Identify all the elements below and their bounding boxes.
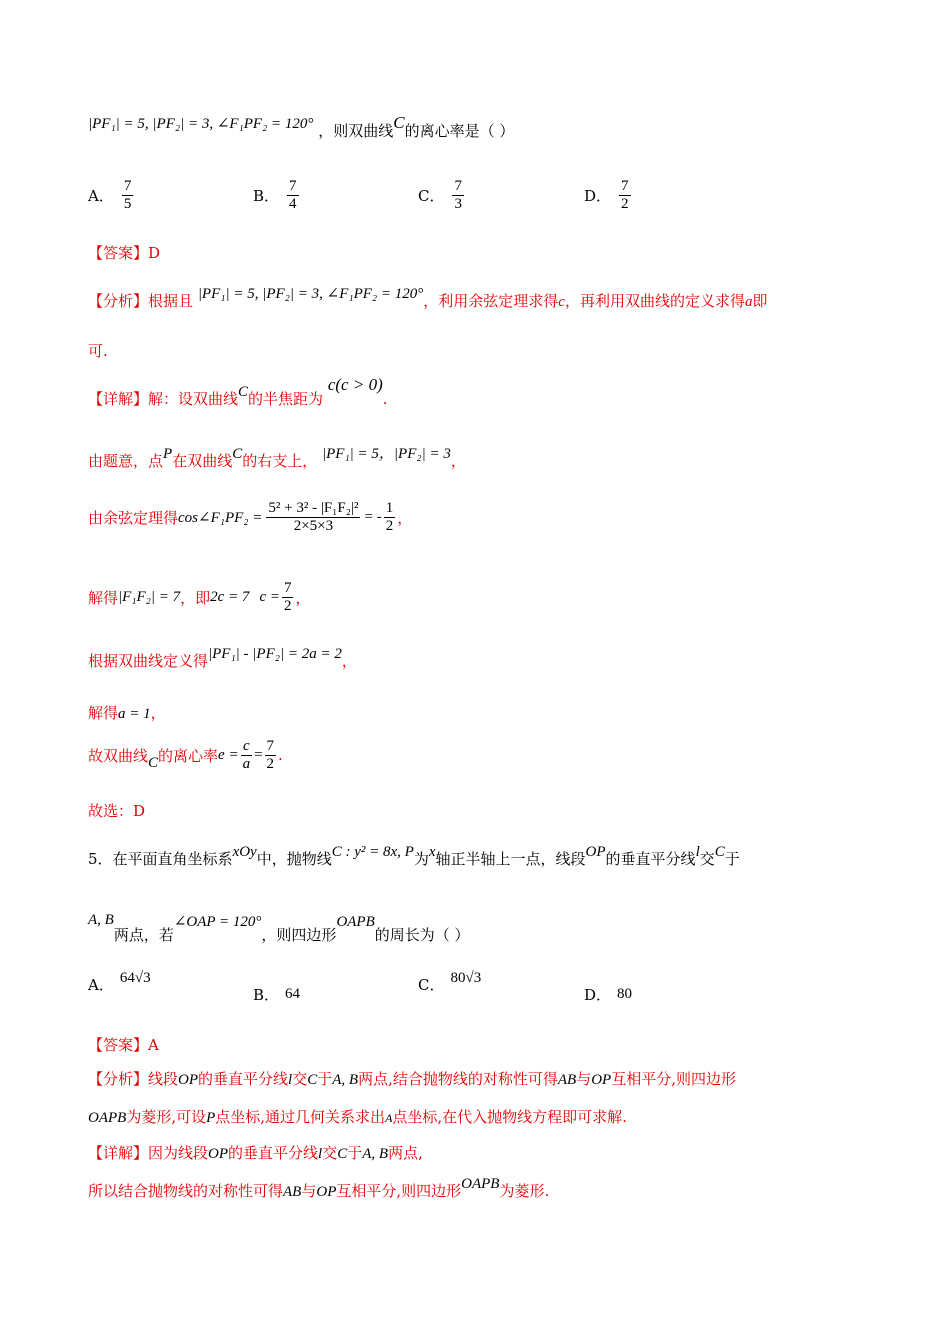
option-letter: A． <box>88 976 114 994</box>
q4-stem <box>88 113 880 141</box>
analysis-math: OAPB <box>88 1110 127 1126</box>
detail-text: 在双曲线 <box>172 452 233 470</box>
analysis-text: 点坐标,通过几何关系求出 <box>215 1108 386 1126</box>
q4-detail-2: 由题意，点P在双曲线C的右支上， |PF₁| = 5，|PF₂| = 3， <box>88 446 466 470</box>
analysis-math: AB <box>557 1072 577 1088</box>
q4-option-a[interactable] <box>88 178 135 212</box>
stem-math: ∠OAP = 120° <box>173 914 262 930</box>
stem-text: 两点，若 <box>113 926 174 944</box>
detail-math: |PF₁| - |PF₂| = 2a = 2 <box>208 646 342 662</box>
stem-text: 中，抛物线 <box>256 850 332 868</box>
detail-var-C: C <box>238 384 249 400</box>
detail-text: ，即 <box>180 588 211 607</box>
analysis-text: 的垂直平分线 <box>198 1070 289 1088</box>
q5-option-b[interactable] <box>253 984 300 1005</box>
detail-fraction: $\frac{\text{5² + 3² - |F₁F₂|²}}{2\times 5\times 3}$ <box>268 500 359 534</box>
detail-text: 的离心率 <box>158 746 219 765</box>
q5-stem <box>88 844 880 869</box>
q4-option-c[interactable] <box>418 178 466 212</box>
analysis-text: 与 <box>576 1070 592 1088</box>
analysis-text: 交 <box>292 1070 308 1088</box>
detail-fraction: $\frac{7}{2}$ <box>266 738 275 772</box>
analysis-math: A <box>385 1111 393 1125</box>
q4-stem-math: |PF₁| = 5, |PF₂| = 3, ∠F₁PF₂ = 120° <box>88 116 314 132</box>
q5-analysis-2 <box>88 1106 880 1127</box>
q5-stem-2 <box>88 912 880 945</box>
analysis-text: 根据且 <box>148 292 194 310</box>
detail-math-lhs: cos∠F₁PF₂ = <box>178 509 263 526</box>
q5-option-c[interactable] <box>418 970 482 995</box>
detail-math: C <box>337 1146 348 1162</box>
detail-math-rhs: = - <box>364 508 382 525</box>
detail-math: |F₁F₂| = 7 <box>118 588 181 605</box>
detail-math: OAPB <box>461 1176 500 1192</box>
analysis-text: 两点,结合抛物线的对称性可得 <box>358 1070 558 1088</box>
analysis-text: 线段 <box>148 1070 179 1088</box>
q4-detail-6: 解得a = 1， <box>88 704 166 722</box>
detail-text: 由题意，点 <box>88 452 164 470</box>
stem-math: C : y² = 8x, P <box>331 844 414 860</box>
option-fraction: $\frac{7}{5}$ <box>123 178 132 212</box>
detail-text: 互相平分,则四边形 <box>336 1182 462 1200</box>
analysis-math: A, B <box>332 1072 359 1088</box>
analysis-text: 于 <box>317 1070 333 1088</box>
detail-text: 所以结合抛物线的对称性可得 <box>88 1182 284 1200</box>
q4-detail-1 <box>88 375 880 409</box>
detail-var-C: C <box>232 446 243 462</box>
detail-label: 【详解】 <box>88 1144 149 1162</box>
analysis-label: 【分析】 <box>88 292 149 310</box>
detail-label: 【详解】 <box>88 390 149 408</box>
analysis-text: 即 <box>752 292 768 310</box>
analysis-var-c: c <box>558 294 565 310</box>
option-letter: B． <box>253 186 280 205</box>
analysis-text: ，再利用双曲线的定义求得 <box>564 292 745 310</box>
stem-text: 于 <box>724 850 740 868</box>
detail-text: 两点, <box>388 1144 423 1162</box>
detail-math: |PF₁| = 5，|PF₂| = 3 <box>322 446 451 462</box>
q4-answer: 【答案】D <box>88 244 161 262</box>
detail-text: 根据双曲线定义得 <box>88 652 209 670</box>
stem-text: 轴正半轴上一点，线段 <box>435 850 586 868</box>
q4-detail-7: 故双曲线 C 的离心率 e = $\frac{c}{a}$ = $\frac{7}{2}$ . <box>88 738 283 772</box>
q5-option-d[interactable] <box>584 984 632 1005</box>
q4-option-d[interactable] <box>584 178 633 212</box>
analysis-text: 点坐标,在代入抛物线方程即可求解. <box>392 1108 627 1126</box>
stem-math: l <box>695 844 700 860</box>
detail-text: 与 <box>301 1182 317 1200</box>
option-value: 64 <box>285 986 301 1002</box>
q5-answer: 【答案】A <box>88 1036 159 1054</box>
detail-text: 由余弦定理得 <box>88 508 179 527</box>
detail-math: e = <box>218 746 239 763</box>
option-fraction: $\frac{7}{2}$ <box>621 178 629 212</box>
q4-option-b[interactable] <box>253 178 301 212</box>
option-letter: A． <box>88 186 114 205</box>
q4-detail-3: 由余弦定理得 cos∠F₁PF₂ = $\frac{\text{5² + 3² - |F₁F₂|²}}{2\times 5\times 3}$ = - $\frac{1}{2}$ ， <box>88 500 413 534</box>
analysis-var-a: a <box>744 294 753 310</box>
q4-detail-4: 解得 |F₁F₂| = 7 ，即 2c = 7 c = $\frac{7}{2}$ ， <box>88 580 311 614</box>
detail-text: . <box>382 390 388 408</box>
q5-analysis <box>88 1068 880 1089</box>
option-letter: C． <box>418 186 445 205</box>
q4-stem-C: C <box>393 113 405 132</box>
detail-math: a = 1 <box>118 706 151 722</box>
detail-math: c = <box>259 588 280 605</box>
detail-text: 解得 <box>88 588 119 607</box>
analysis-math: P <box>206 1110 216 1126</box>
analysis-math: OP <box>178 1072 199 1088</box>
detail-math: 2c = 7 <box>210 588 250 605</box>
option-fraction: $\frac{7}{3}$ <box>454 178 462 212</box>
detail-text: 的右支上， <box>242 452 318 470</box>
q4-analysis <box>88 286 880 311</box>
stem-math: OAPB <box>336 914 375 930</box>
q5-detail-2 <box>88 1176 880 1201</box>
stem-text: 的垂直平分线 <box>605 850 696 868</box>
stem-text: 的周长为（ ） <box>374 926 470 944</box>
option-value: 80 <box>617 986 633 1002</box>
option-letter: C． <box>418 976 445 994</box>
analysis-label: 【分析】 <box>88 1070 149 1088</box>
stem-math: OP <box>585 844 606 860</box>
detail-text: 为菱形. <box>499 1182 550 1200</box>
detail-fraction: $\frac{7}{2}$ <box>283 580 292 614</box>
q4-analysis-wrap: 可. <box>88 342 108 360</box>
option-fraction: $\frac{7}{4}$ <box>289 178 297 212</box>
detail-math: A, B <box>362 1146 389 1162</box>
analysis-text: 为菱形,可设 <box>126 1108 207 1126</box>
detail-text: 的垂直平分线 <box>228 1144 319 1162</box>
detail-fraction-half: $\frac{1}{2}$ <box>385 500 394 534</box>
detail-math: c(c > 0) <box>327 375 383 394</box>
detail-math: OP <box>208 1146 229 1162</box>
question-number: 5． <box>88 850 113 868</box>
detail-math: AB <box>283 1184 302 1200</box>
stem-math: A, B <box>88 912 114 928</box>
analysis-math: l <box>288 1072 293 1088</box>
analysis-math: |PF₁| = 5, |PF₂| = 3, ∠F₁PF₂ = 120° <box>197 286 424 302</box>
q4-stem-text: ，则双曲线 <box>318 122 394 140</box>
analysis-text: 互相平分,则四边形 <box>611 1070 736 1088</box>
stem-text: ，则四边形 <box>261 926 337 944</box>
stem-math: C <box>714 844 725 860</box>
detail-text: 解：设双曲线 <box>148 390 239 408</box>
stem-text: 在平面直角坐标系 <box>112 850 233 868</box>
option-letter: D． <box>584 986 612 1004</box>
analysis-math: C <box>307 1072 318 1088</box>
stem-math: x <box>428 844 436 860</box>
q4-detail-5: 根据双曲线定义得|PF₁| - |PF₂| = 2a = 2， <box>88 646 357 670</box>
option-value: 80√3 <box>450 970 482 986</box>
detail-text: 的半焦距为 <box>248 390 324 408</box>
detail-math: OP <box>316 1184 337 1200</box>
detail-text: 交 <box>322 1144 338 1162</box>
stem-math: xOy <box>232 844 257 860</box>
detail-text: 因为线段 <box>148 1144 209 1162</box>
stem-text: 交 <box>699 850 715 868</box>
detail-fraction: $\frac{c}{a}$ <box>242 738 251 772</box>
analysis-text: ，利用余弦定理求得 <box>423 292 559 310</box>
analysis-math: OP <box>591 1072 612 1088</box>
option-letter: B． <box>253 986 280 1004</box>
option-letter: D． <box>584 186 612 205</box>
q5-detail-1 <box>88 1142 880 1163</box>
option-value: 64√3 <box>119 970 151 986</box>
detail-math: l <box>318 1146 323 1162</box>
detail-text: 解得 <box>88 704 119 722</box>
detail-var-P: P <box>163 446 173 462</box>
stem-text: 为 <box>413 850 429 868</box>
q4-stem-tail: 的离心率是（ ） <box>404 122 515 140</box>
detail-text: 于 <box>347 1144 363 1162</box>
q4-conclusion: 故选：D <box>88 802 146 820</box>
detail-text: 故双曲线 <box>88 746 149 765</box>
q5-option-a[interactable] <box>88 970 151 995</box>
detail-var-C: C <box>148 754 159 771</box>
